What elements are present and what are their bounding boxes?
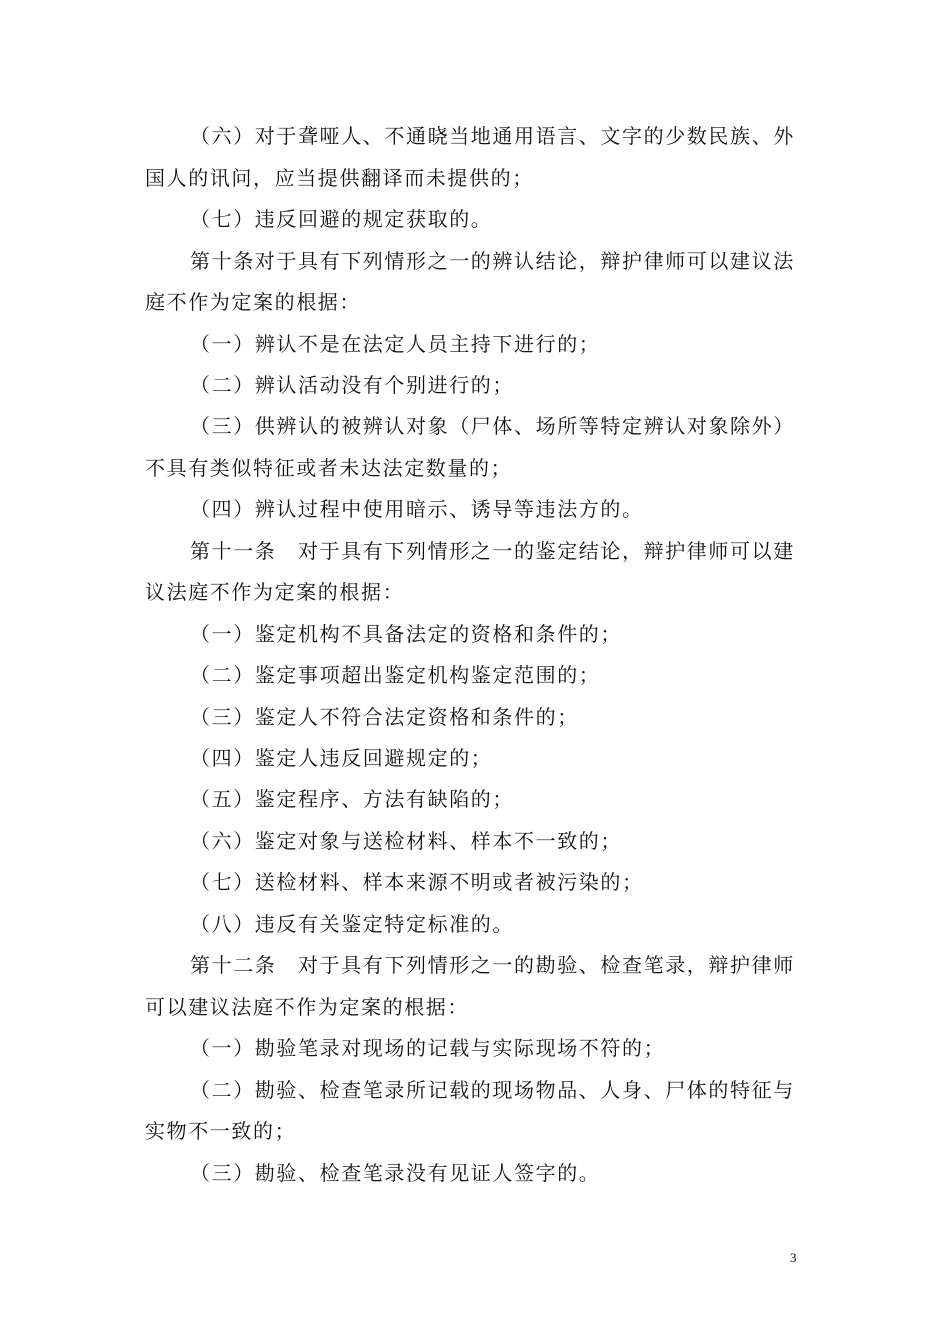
text-line: （二）辨认活动没有个别进行的；	[190, 373, 514, 397]
text-line: （三）鉴定人不符合法定资格和条件的；	[190, 705, 579, 729]
text-line: 不具有类似特征或者未达法定数量的；	[145, 456, 513, 480]
text-line: （三）供辨认的被辨认对象（尸体、场所等特定辨认对象除外）	[190, 414, 795, 438]
text-line: 第十一条 对于具有下列情形之一的鉴定结论，辩护律师可以建	[190, 539, 795, 563]
text-line: 议法庭不作为定案的根据：	[145, 580, 405, 604]
text-line: （六）对于聋哑人、不通晓当地通用语言、文字的少数民族、外	[190, 124, 795, 148]
text-line: 第十二条 对于具有下列情形之一的勘验、检查笔录，辩护律师	[190, 953, 795, 977]
text-line: （一）勘验笔录对现场的记载与实际现场不符的；	[190, 1036, 666, 1060]
text-line: 实物不一致的；	[145, 1119, 297, 1143]
text-line: （四）辨认过程中使用暗示、诱导等违法方的。	[190, 497, 644, 521]
text-line: （一）鉴定机构不具备法定的资格和条件的；	[190, 622, 622, 646]
page-number: 3	[790, 1250, 797, 1265]
text-line: 国人的讯问，应当提供翻译而未提供的；	[145, 166, 534, 190]
text-line: 庭不作为定案的根据：	[145, 290, 361, 314]
text-line: （三）勘验、检查笔录没有见证人签字的。	[190, 1161, 601, 1185]
text-line: （五）鉴定程序、方法有缺陷的；	[190, 787, 514, 811]
text-line: （四）鉴定人违反回避规定的；	[190, 746, 493, 770]
text-line: （七）送检材料、样本来源不明或者被污染的；	[190, 870, 644, 894]
text-line: 第十条对于具有下列情形之一的辨认结论，辩护律师可以建议法	[190, 249, 795, 273]
text-line: （六）鉴定对象与送检材料、样本不一致的；	[190, 829, 622, 853]
text-line: （七）违反回避的规定获取的。	[190, 207, 493, 231]
text-line: （二）鉴定事项超出鉴定机构鉴定范围的；	[190, 663, 601, 687]
text-line: （八）违反有关鉴定特定标准的。	[190, 912, 514, 936]
text-line: （二）勘验、检查笔录所记载的现场物品、人身、尸体的特征与	[190, 1078, 795, 1102]
text-line: （一）辨认不是在法定人员主持下进行的；	[190, 332, 601, 356]
text-line: 可以建议法庭不作为定案的根据：	[145, 995, 469, 1019]
